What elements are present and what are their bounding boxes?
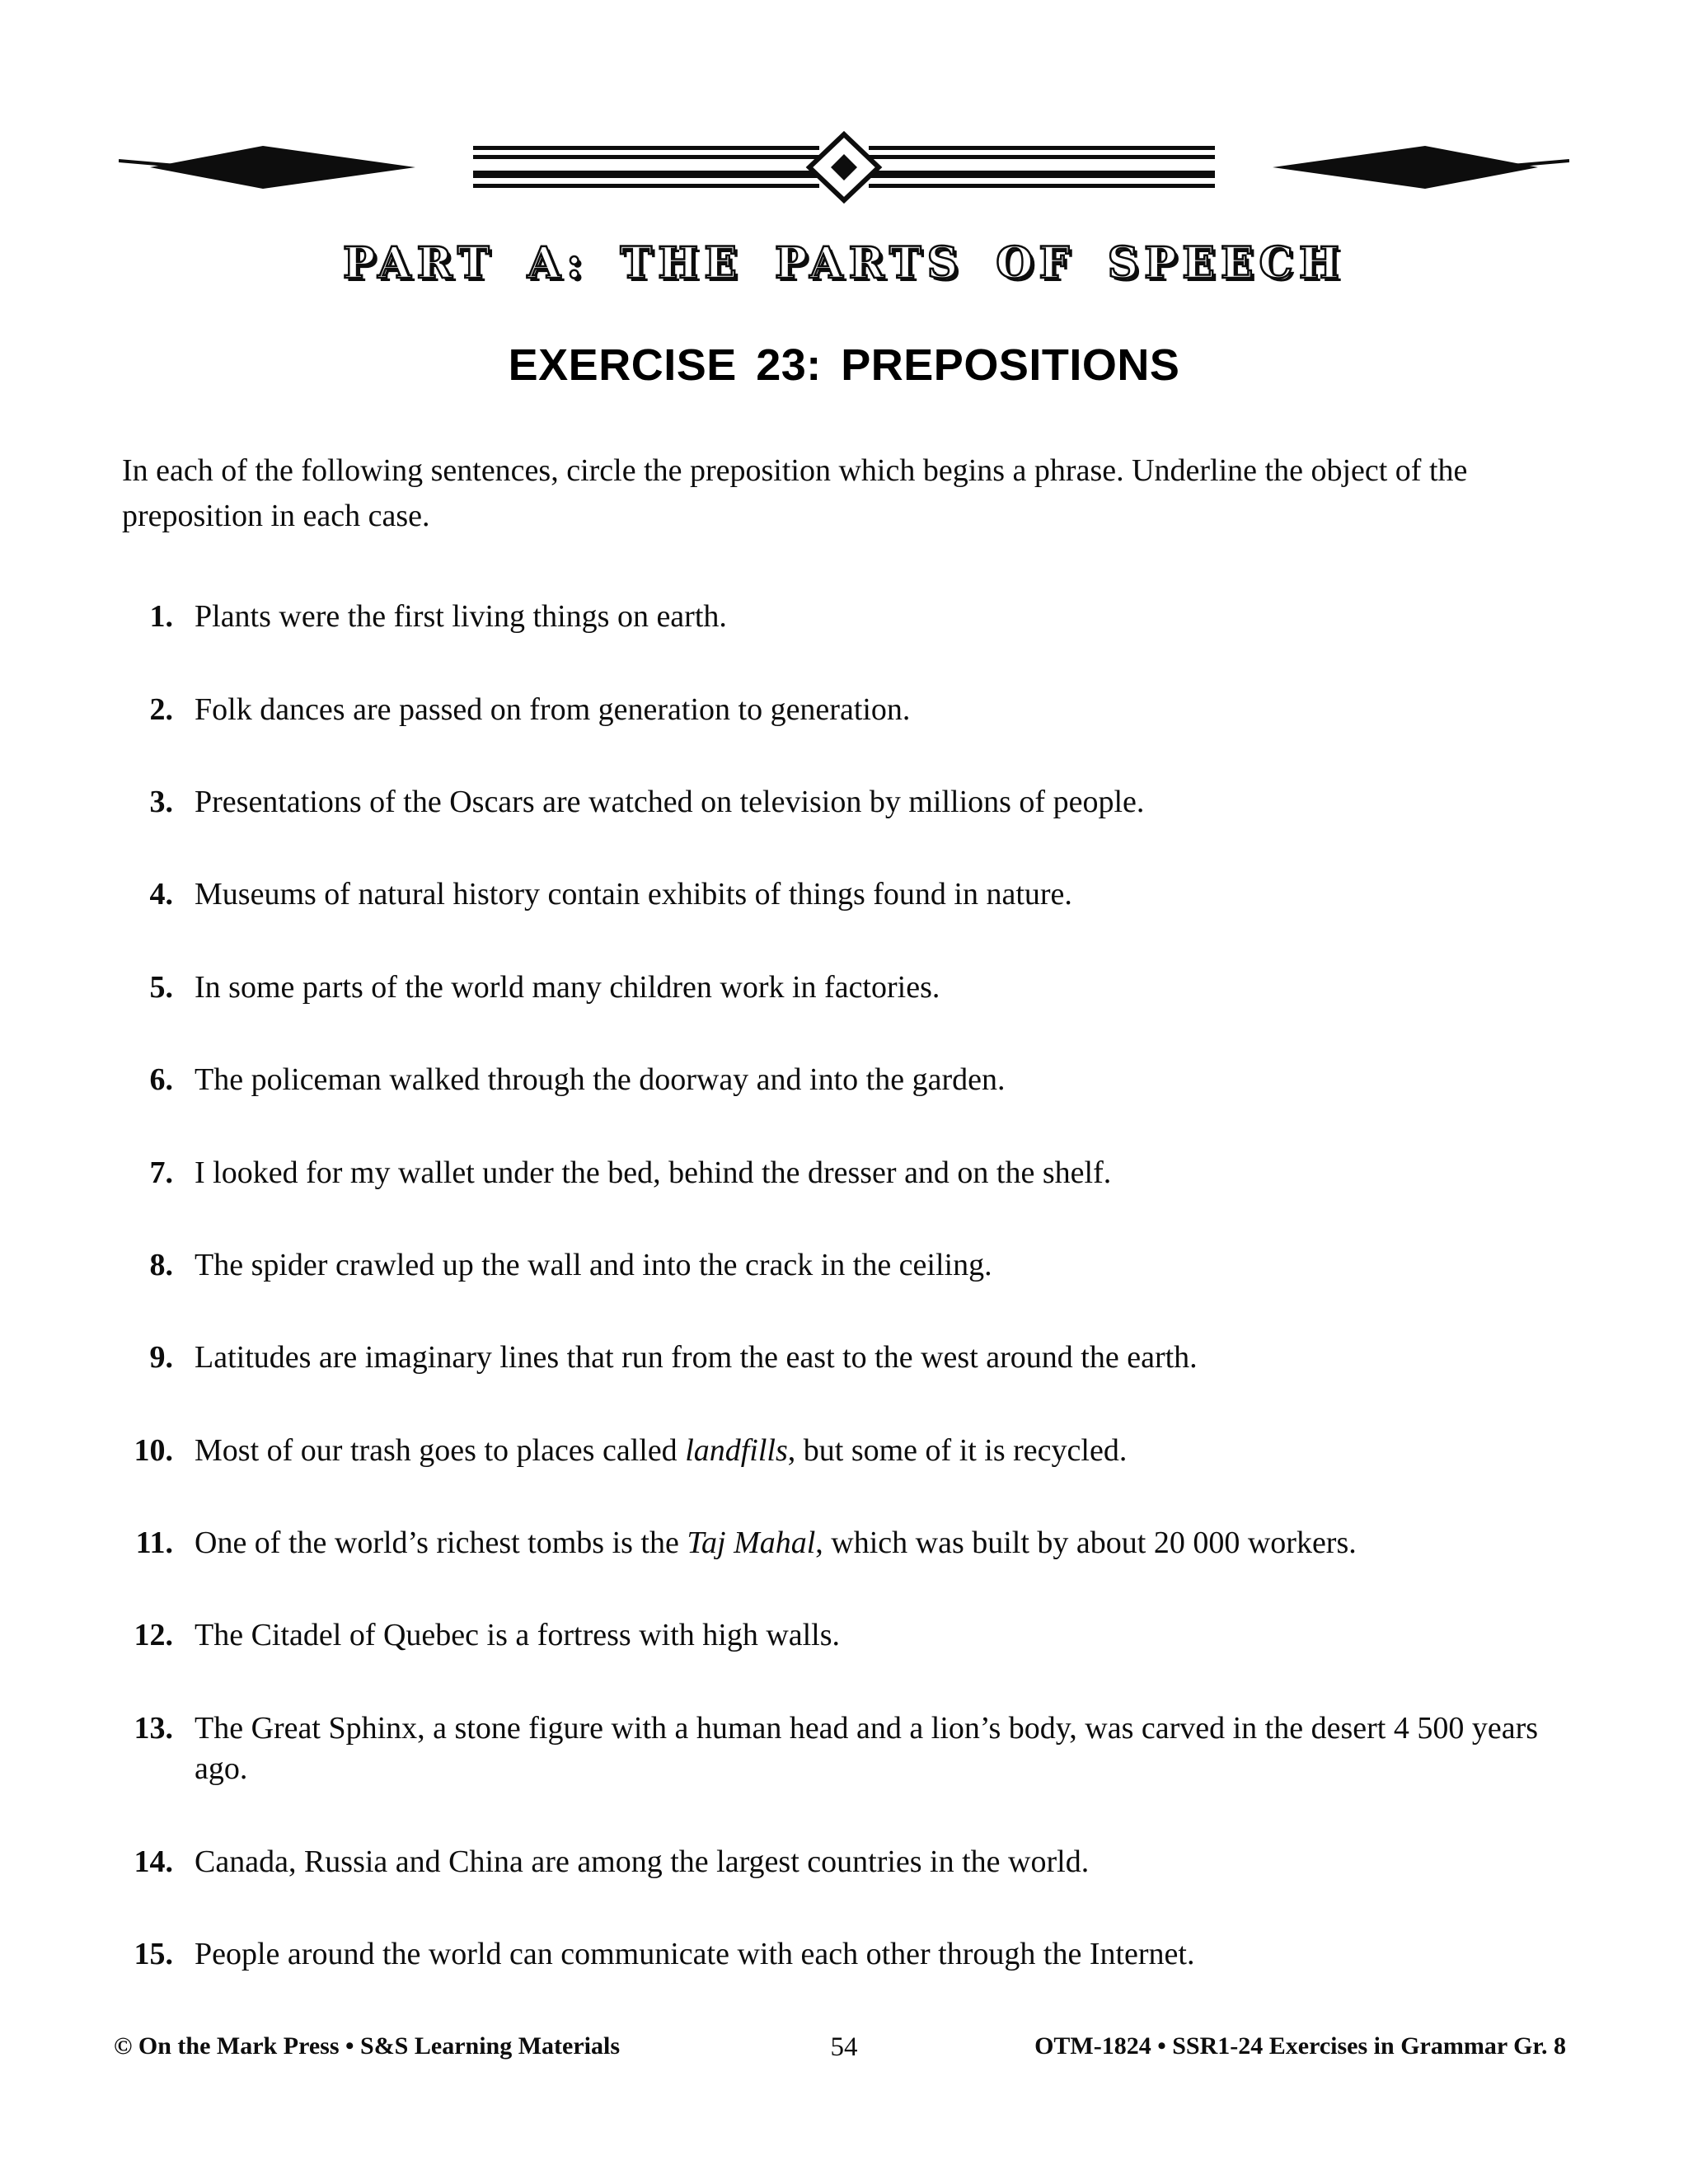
item-number: 13. bbox=[134, 1710, 173, 1746]
item-text: Presentations of the Oscars are watched on television by millions of people. bbox=[195, 784, 1145, 819]
item-text: Latitudes are imaginary lines that run from the east to the west around the earth. bbox=[195, 1340, 1198, 1376]
item-text: The spider crawled up the wall and into the crack in the ceiling. bbox=[195, 1247, 992, 1282]
item-text: Canada, Russia and China are among the largest countries in the world. bbox=[195, 1844, 1090, 1879]
list-item bbox=[122, 597, 1544, 637]
item-number: 2. bbox=[149, 691, 173, 727]
item-text: One of the world’s richest tombs is the Taj Mahal, which was built by about 20 000 workers. bbox=[195, 1526, 1357, 1561]
item-number: 11. bbox=[135, 1526, 173, 1561]
list-item bbox=[122, 968, 1544, 1008]
item-text: Folk dances are passed on from generation to generation. bbox=[195, 691, 911, 727]
item-number: 3. bbox=[149, 784, 173, 819]
exercise-title: EXERCISE 23: PREPOSITIONS bbox=[508, 340, 1180, 390]
list-item bbox=[122, 1060, 1544, 1100]
item-text: The policeman walked through the doorway and into the garden. bbox=[195, 1062, 1006, 1098]
list-item bbox=[122, 1153, 1544, 1193]
page-footer bbox=[0, 2032, 1688, 2069]
decorative-divider bbox=[0, 0, 1688, 207]
item-number: 6. bbox=[149, 1062, 173, 1098]
footer-publisher: © On the Mark Press • S&S Learning Materials bbox=[114, 2032, 620, 2060]
item-number: 8. bbox=[149, 1247, 173, 1282]
list-item bbox=[122, 1615, 1544, 1656]
page-number: 54 bbox=[830, 2032, 858, 2062]
item-number: 5. bbox=[149, 969, 173, 1005]
list-item bbox=[122, 1842, 1544, 1882]
item-number: 15. bbox=[134, 1937, 173, 1972]
item-number: 4. bbox=[149, 877, 173, 912]
list-item bbox=[122, 1708, 1544, 1790]
part-header: PART A: THE PARTS OF SPEECH bbox=[342, 238, 1346, 288]
item-number: 10. bbox=[134, 1432, 173, 1468]
item-text: Most of our trash goes to places called landfills, but some of it is recycled. bbox=[195, 1432, 1128, 1468]
list-item bbox=[122, 1245, 1544, 1286]
item-number: 14. bbox=[134, 1844, 173, 1879]
exercise-list bbox=[0, 597, 1688, 1975]
list-item bbox=[122, 690, 1544, 730]
list-item bbox=[122, 1431, 1544, 1471]
item-text: The Great Sphinx, a stone figure with a human head and a lion’s body, was carved in the desert 4 500 years ago. bbox=[195, 1710, 1539, 1787]
item-number: 12. bbox=[134, 1618, 173, 1653]
divider-ornament-graphic bbox=[119, 128, 1569, 207]
list-item bbox=[122, 782, 1544, 823]
instructions-text: In each of the following sentences, circle the preposition which begins a phrase. Underline the object of the preposition in each case. bbox=[122, 453, 1468, 534]
item-number: 9. bbox=[149, 1340, 173, 1376]
item-text: In some parts of the world many children work in factories. bbox=[195, 969, 940, 1005]
list-item bbox=[122, 1523, 1544, 1563]
item-text: Museums of natural history contain exhibits of things found in nature. bbox=[195, 877, 1072, 912]
list-item bbox=[122, 1934, 1544, 1975]
item-text: Plants were the first living things on earth. bbox=[195, 599, 727, 635]
item-text: The Citadel of Quebec is a fortress with high walls. bbox=[195, 1618, 841, 1653]
item-number: 1. bbox=[149, 599, 173, 635]
item-text: I looked for my wallet under the bed, behind the dresser and on the shelf. bbox=[195, 1155, 1112, 1190]
item-text: People around the world can communicate with each other through the Internet. bbox=[195, 1937, 1195, 1972]
footer-catalog: OTM-1824 • SSR1-24 Exercises in Grammar Gr. 8 bbox=[1034, 2032, 1566, 2060]
item-number: 7. bbox=[149, 1155, 173, 1190]
list-item bbox=[122, 874, 1544, 915]
list-item bbox=[122, 1338, 1544, 1378]
